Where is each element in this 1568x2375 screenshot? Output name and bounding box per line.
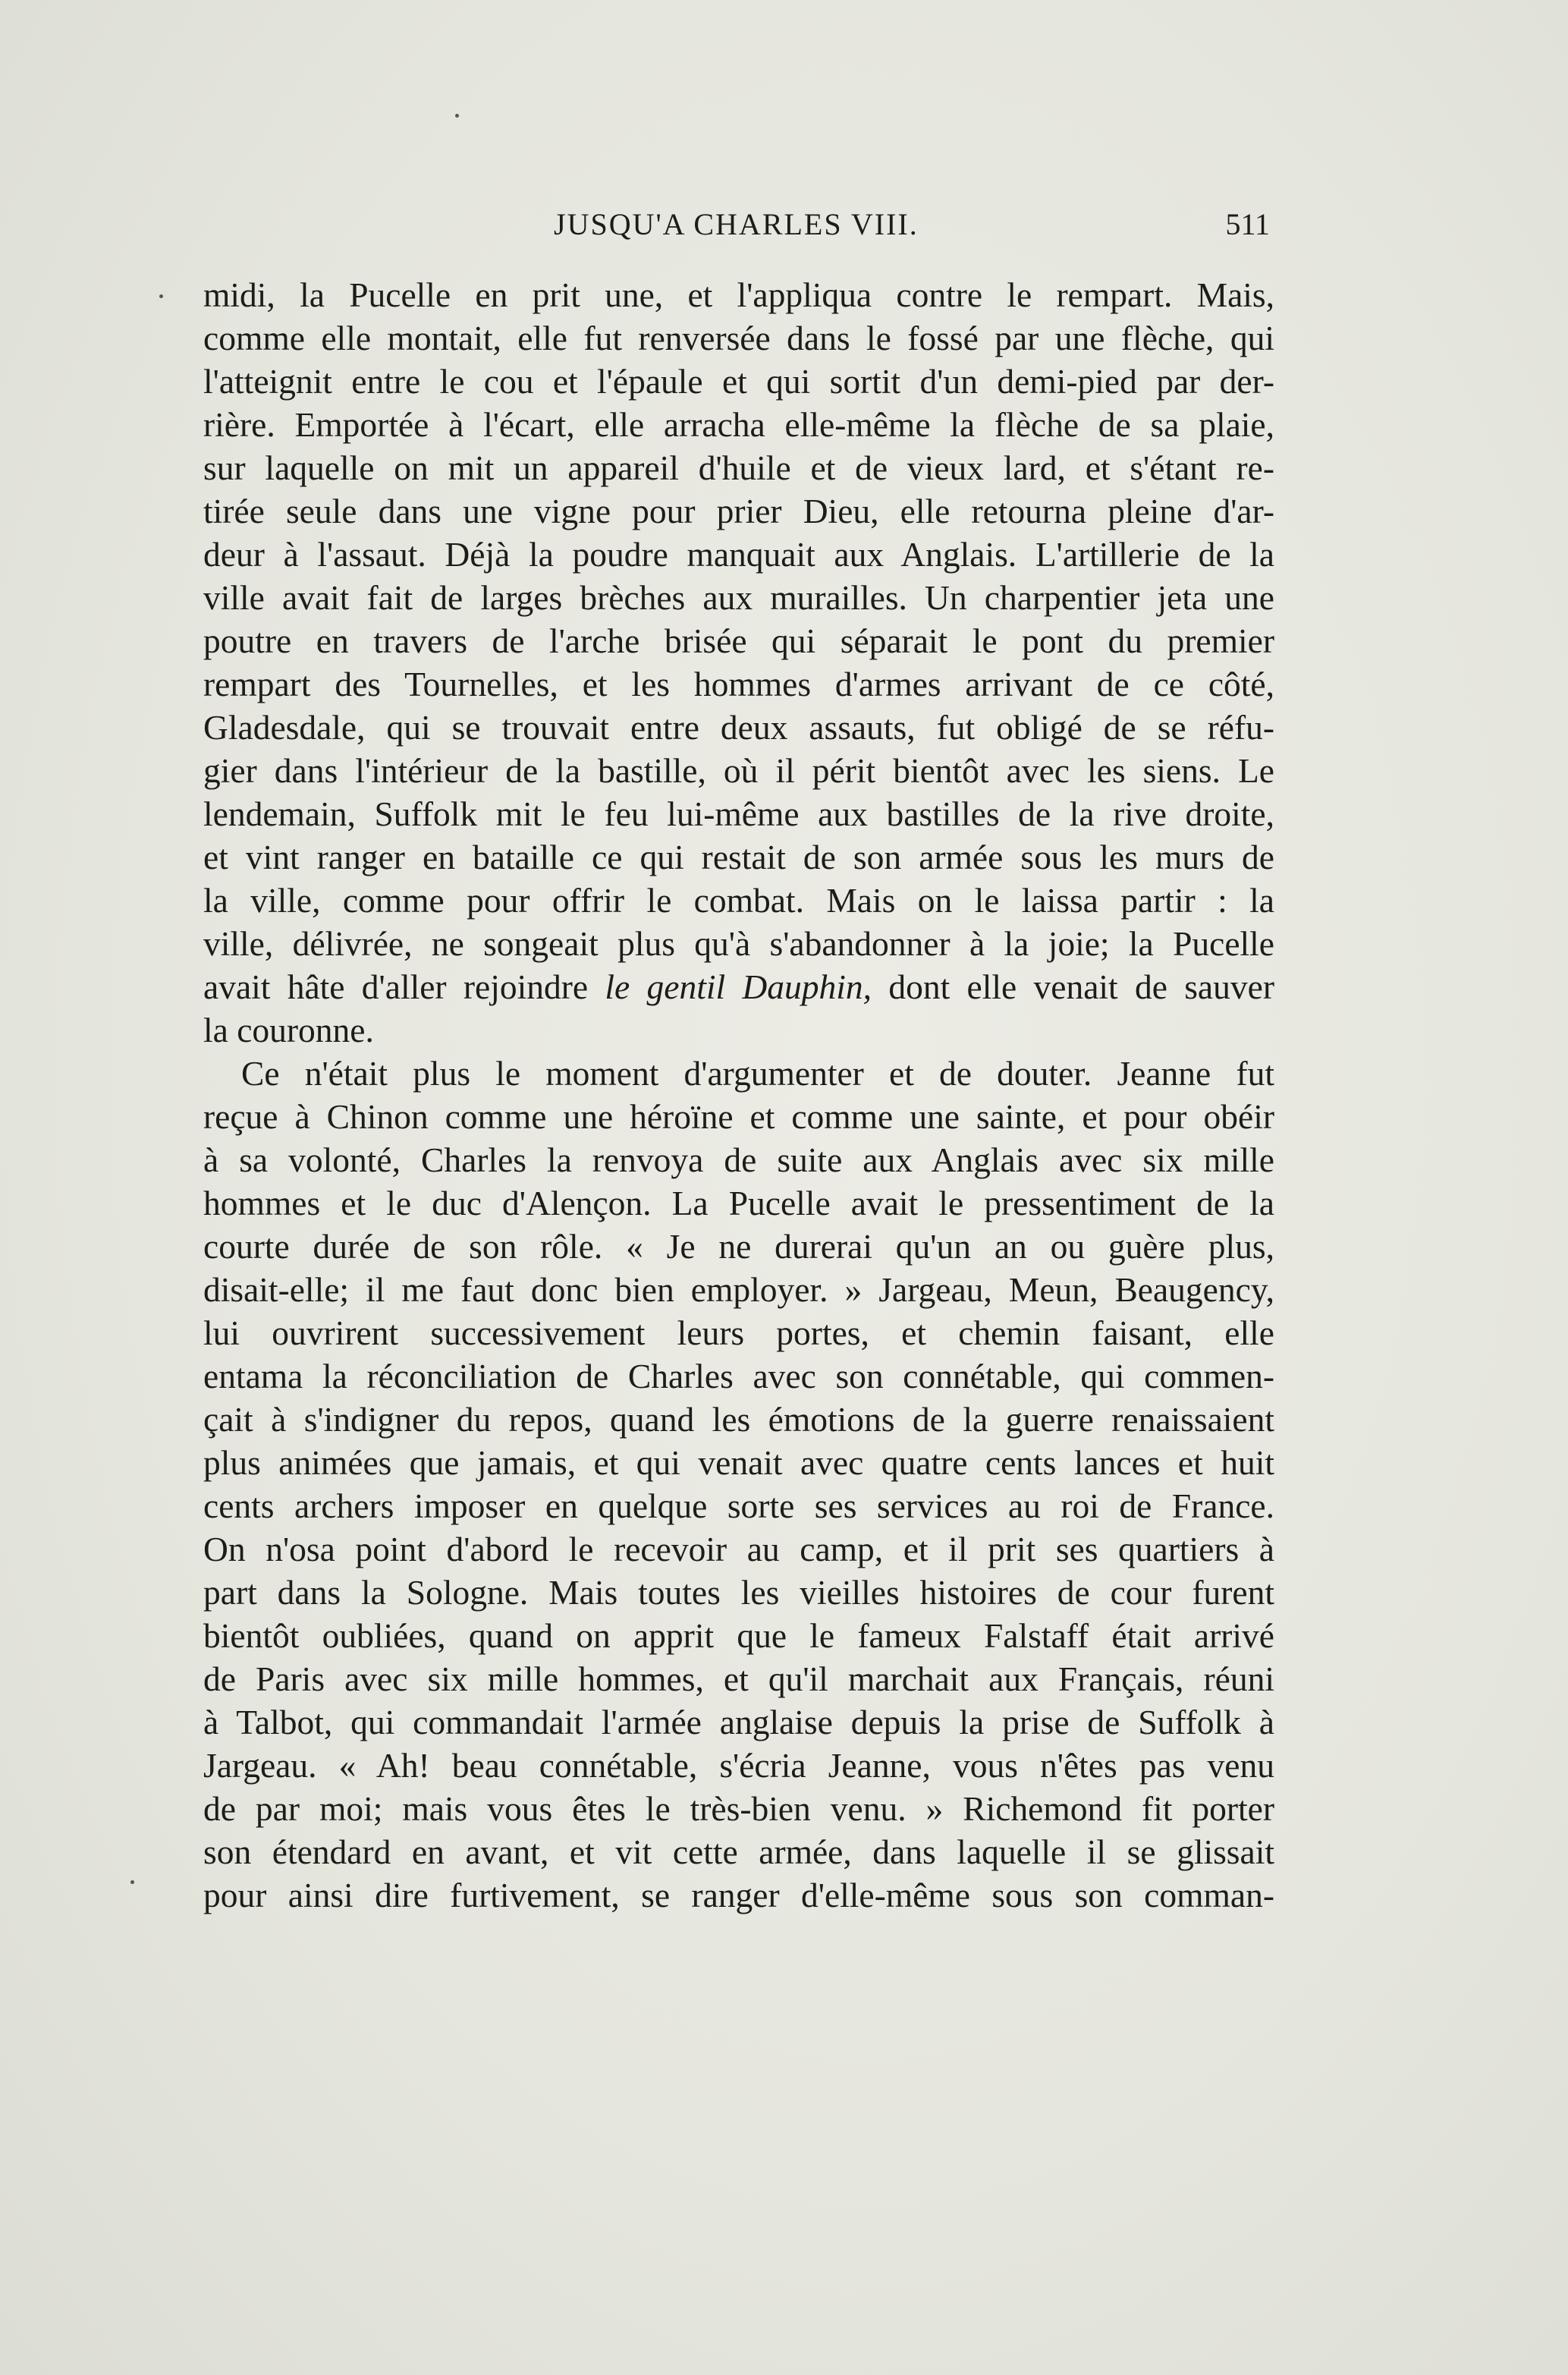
text-line: poutre en travers de l'arche brisée qui séparait le pont du premier bbox=[203, 621, 1274, 660]
text-line: à Talbot, qui commandait l'armée anglaise depuis la prise de Suffolk à bbox=[203, 1703, 1274, 1741]
text-line: midi, la Pucelle en prit une, et l'appliqua contre le rempart. Mais, bbox=[203, 275, 1274, 314]
text-line: Jargeau. « Ah! beau connétable, s'écria Jeanne, vous n'êtes pas venu bbox=[203, 1746, 1274, 1785]
ink-speck bbox=[455, 114, 459, 118]
text-line: plus animées que jamais, et qui venait avec quatre cents lances et huit bbox=[203, 1443, 1274, 1482]
text-line: à sa volonté, Charles la renvoya de suite aux Anglais avec six mille bbox=[203, 1140, 1274, 1179]
text-line: la ville, comme pour offrir le combat. Mais on le laissa partir : la bbox=[203, 881, 1274, 920]
text-line: l'atteignit entre le cou et l'épaule et qui sortit d'un demi-pied par der- bbox=[203, 362, 1274, 401]
text-segment: dont elle venait de sauver bbox=[872, 967, 1274, 1006]
text-line: Gladesdale, qui se trouvait entre deux assauts, fut obligé de se réfu- bbox=[203, 708, 1274, 747]
ink-speck bbox=[130, 1880, 134, 1884]
text-line bbox=[203, 965, 1274, 1008]
text-line: lendemain, Suffolk mit le feu lui-même aux bastilles de la rive droite, bbox=[203, 794, 1274, 833]
text-line: la couronne. bbox=[203, 1011, 374, 1049]
text-line: deur à l'assaut. Déjà la poudre manquait aux Anglais. L'artillerie de la bbox=[203, 535, 1274, 574]
text-line: de par moi; mais vous êtes le très-bien venu. » Richemond fit porter bbox=[203, 1789, 1274, 1828]
text-line: son étendard en avant, et vit cette armée, dans laquelle il se glissait bbox=[203, 1832, 1274, 1871]
italic-phrase: le gentil Dauphin, bbox=[605, 967, 872, 1006]
text-line: çait à s'indigner du repos, quand les émotions de la guerre renaissaient bbox=[203, 1400, 1274, 1439]
text-line: tirée seule dans une vigne pour prier Dieu, elle retourna pleine d'ar- bbox=[203, 492, 1274, 530]
text-line: On n'osa point d'abord le recevoir au camp, et il prit ses quartiers à bbox=[203, 1530, 1274, 1568]
paragraph-1 bbox=[203, 273, 1274, 1052]
text-line: ville, délivrée, ne songeait plus qu'à s'abandonner à la joie; la Pucelle bbox=[203, 924, 1274, 963]
text-line: cents archers imposer en quelque sorte ses services au roi de France. bbox=[203, 1486, 1274, 1525]
text-line: bientôt oubliées, quand on apprit que le fameux Falstaff était arrivé bbox=[203, 1616, 1274, 1655]
text-line: disait-elle; il me faut donc bien employer. » Jargeau, Meun, Beaugency, bbox=[203, 1270, 1274, 1309]
text-line: entama la réconciliation de Charles avec son connétable, qui commen- bbox=[203, 1357, 1274, 1395]
text-line: courte durée de son rôle. « Je ne durerai qu'un an ou guère plus, bbox=[203, 1227, 1274, 1266]
text-line: et vint ranger en bataille ce qui restait de son armée sous les murs de bbox=[203, 838, 1274, 876]
text-segment: avait hâte d'aller rejoindre bbox=[203, 967, 605, 1006]
body-text bbox=[203, 273, 1274, 1917]
text-line: part dans la Sologne. Mais toutes les vieilles histoires de cour furent bbox=[203, 1573, 1274, 1612]
text-line: lui ouvrirent successivement leurs portes, et chemin faisant, elle bbox=[203, 1313, 1274, 1352]
page-number: 511 bbox=[1225, 207, 1270, 241]
text-line: rempart des Tournelles, et les hommes d'armes arrivant de ce côté, bbox=[203, 665, 1274, 703]
text-line: ville avait fait de larges brèches aux murailles. Un charpentier jeta une bbox=[203, 578, 1274, 617]
text-line: comme elle montait, elle fut renversée dans le fossé par une flèche, qui bbox=[203, 319, 1274, 357]
running-head bbox=[205, 206, 1274, 252]
text-line: hommes et le duc d'Alençon. La Pucelle avait le pressentiment de la bbox=[203, 1184, 1274, 1222]
text-line: reçue à Chinon comme une héroïne et comme une sainte, et pour obéir bbox=[203, 1097, 1274, 1136]
text-line: sur laquelle on mit un appareil d'huile et de vieux lard, et s'étant re- bbox=[203, 448, 1274, 487]
running-title: JUSQU'A CHARLES VIII. bbox=[554, 207, 919, 241]
text-line: Ce n'était plus le moment d'argumenter et de douter. Jeanne fut bbox=[241, 1054, 1274, 1093]
text-line: de Paris avec six mille hommes, et qu'il marchait aux Français, réuni bbox=[203, 1659, 1274, 1698]
ink-speck bbox=[159, 294, 163, 298]
text-line: rière. Emportée à l'écart, elle arracha elle-même la flèche de sa plaie, bbox=[203, 405, 1274, 444]
text-line: gier dans l'intérieur de la bastille, où il périt bientôt avec les siens. Le bbox=[203, 751, 1274, 790]
paragraph-2 bbox=[203, 1052, 1274, 1917]
text-line: pour ainsi dire furtivement, se ranger d'elle-même sous son comman- bbox=[203, 1876, 1274, 1914]
